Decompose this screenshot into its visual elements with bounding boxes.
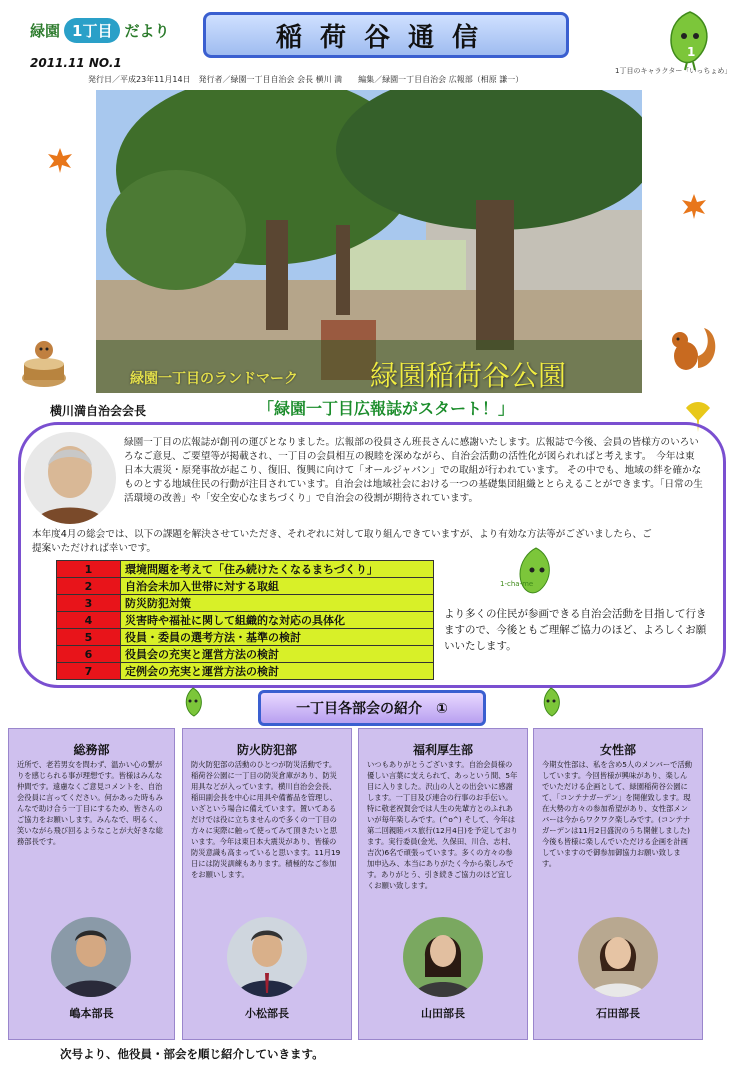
task-text: 防災防犯対策 bbox=[121, 595, 434, 612]
newsletter-logo bbox=[30, 12, 190, 48]
dept-body: 今期女性部は、私を含め5人のメンバーで活動しています。今回皆様が興味があり、楽しんでいただける企画として、緑園稲荷谷公園にて、「コンテナガーデン」を開催致します。現在大勢の方々の参加希望があり、女性部メンバーは今からワクワク楽しみです。(コンテナガーデンは11月2日盛況のうち開催しました) 今後も皆様に楽しんでいただける企画を計画していますので御参加御協力お願い致します。 bbox=[542, 760, 693, 868]
task-number: 4 bbox=[57, 612, 121, 629]
dept-title: 女性部 bbox=[599, 743, 636, 757]
logo-text-pre: 緑園 bbox=[30, 21, 61, 40]
maple-leaf-icon bbox=[46, 146, 74, 174]
svg-text:1: 1 bbox=[687, 45, 696, 59]
dept-body: 防火防犯部の活動のひとつが防災活動です。稲荷谷公園に一丁目の防災倉庫があり、防災用具などが入っています。横川自治会会長、稲田副会長を中心に用具や備蓄品を管理し、いざという場合に備えています。置いてあるだけでは役に立ちませんので多くの一丁目の方々に実際に触って使ってみて頂きたいと思います。今年は東日本大震災があり、皆様の防災意識も高まっていると思います。11月19日には防災訓練もあります。積極的なご参加をお願いします。 bbox=[191, 760, 341, 879]
publication-info: 発行日／平成23年11月14日 発行者／緑園一丁目自治会 会長 横川 満 編集／緑園一丁目自治会 広報部（相原 謙一） bbox=[88, 75, 524, 84]
task-text: 環境問題を考えて「住み続けたくなるまちづくり」 bbox=[121, 561, 434, 578]
mascot-label: 1-cha-me bbox=[500, 580, 534, 588]
closing-text: より多くの住民が参画できる自治会活動を目指して行きますので、今後ともご理解ご協力のほど、よろしくお願いいたします。 bbox=[444, 608, 707, 652]
task-number: 1 bbox=[57, 561, 121, 578]
dept-card-womens bbox=[533, 728, 703, 1040]
dept-head-name: 小松部長 bbox=[245, 1007, 289, 1020]
dept-title: 福利厚生部 bbox=[412, 743, 473, 757]
mascot-caption: 1丁目のキャラクター「いっちょめ」 bbox=[615, 67, 732, 75]
dept-head-photo bbox=[51, 917, 131, 997]
dept-card-fire-crime-prevention bbox=[182, 728, 352, 1040]
dept-body: いつもありがとうございます。自治会員様の優しい言葉に支えられて、あっという間、5年目に入りました。沢山の人との出会いに感謝します。一丁目及び連合の行事のお手伝い。特に敬老祝賀会では人生の先輩方とのふれあいが毎年楽しみです。(^o^) そして、今年は第二回親睦バス旅行(12月4日)を予定しております。実行委員(金光、久保田、川合、志村、吉次)6名で頑張っています。多くの方々の参加申込み、本当にありがたく今から楽しみです。ありがとう、引き続きご協力のほど宜しくお願い致します。 bbox=[367, 760, 518, 890]
squirrel-icon bbox=[660, 318, 720, 378]
chairman-label: 横川満自治会会長 bbox=[50, 404, 147, 418]
dept-head-photo bbox=[227, 917, 307, 997]
task-number: 3 bbox=[57, 595, 121, 612]
stump-animal-icon bbox=[14, 334, 78, 390]
message-body-2: 本年度4月の総会では、以下の課題を解決させていただき、それぞれに対して取り組んできていますが、より有効な方法等がございましたら、ご提案いただければ幸いです。 bbox=[32, 529, 652, 554]
chairman-portrait bbox=[24, 432, 116, 524]
dept-card-welfare bbox=[358, 728, 528, 1040]
dept-head-photo bbox=[403, 917, 483, 997]
headline: 「緑園一丁目広報誌がスタート！」 bbox=[258, 399, 515, 418]
photo-caption-landmark: 緑園一丁目のランドマーク bbox=[130, 371, 298, 387]
task-number: 7 bbox=[57, 663, 121, 680]
departments-section-title: 一丁目各部会の紹介 ① bbox=[258, 690, 486, 726]
task-number: 2 bbox=[57, 578, 121, 595]
task-row bbox=[57, 646, 434, 663]
dept-head-name: 石田部長 bbox=[596, 1007, 640, 1020]
park-photo bbox=[96, 90, 642, 393]
issue-number: 2011.11 NO.1 bbox=[30, 56, 122, 70]
dept-title: 総務部 bbox=[73, 743, 110, 757]
task-number: 5 bbox=[57, 629, 121, 646]
task-text: 役員・委員の選考方法・基準の検討 bbox=[121, 629, 434, 646]
leaf-mascot-icon bbox=[180, 686, 206, 722]
maple-leaf-icon bbox=[680, 192, 708, 220]
task-text: 災害時や福祉に関して組織的な対応の具体化 bbox=[121, 612, 434, 629]
masthead-title: 稲荷谷通信 bbox=[275, 22, 496, 53]
dept-card-general-affairs bbox=[8, 728, 175, 1040]
task-row bbox=[57, 595, 434, 612]
task-text: 役員会の充実と運営方法の検討 bbox=[121, 646, 434, 663]
dept-head-name: 嶋本部長 bbox=[69, 1007, 114, 1020]
logo-text-post: だより bbox=[124, 21, 170, 40]
dept-body: 近所で、老若男女を問わず、温かい心の繋がりを感じられる事が理想です。皆様はみんな仲間です。遠慮なくご意見コメントを、自治会役員に言ってください。何かあった時もみんなで助け合う一丁目にするため、皆さんのご協力をお願いします。みんなで、明るく、笑いながら飛び回るようなことが大好きな総務部長です。 bbox=[17, 760, 163, 846]
footer-note: 次号より、他役員・部会を順じ紹介していきます。 bbox=[60, 1047, 324, 1061]
task-row bbox=[57, 578, 434, 595]
leaf-mascot-icon bbox=[538, 686, 564, 722]
dept-title: 防火防犯部 bbox=[236, 743, 297, 757]
photo-caption-park: 緑園稲荷谷公園 bbox=[370, 359, 567, 392]
task-number: 6 bbox=[57, 646, 121, 663]
message-body-1: 緑園一丁目の広報誌が創刊の運びとなりました。広報部の役員さん班長さんに感謝いたします。広報誌で今後、会員の皆様方のいろいろなご意見、ご要望等が掲載され、一丁目の会員相互の親睦を深めながら、自治会活動の活性化が図られればと考えます。 今年は東日本大震災・原発事故が起こり、復旧、復興に向けて「オールジャパン」での取組が行われています。 その中でも、地域の絆を確かなものとする地域住民の行動が注目されています。自治会は地域社会における一つの基礎集団組織ととらえることができます。「日常の生活環境の改善」や「安全安心なまちづくり」で自治会の役割が期待されています。 bbox=[124, 437, 703, 504]
task-row bbox=[57, 561, 434, 578]
dept-head-name: 山田部長 bbox=[421, 1007, 465, 1020]
task-text: 定例会の充実と運営方法の検討 bbox=[121, 663, 434, 680]
dept-head-photo bbox=[578, 917, 658, 997]
masthead bbox=[203, 12, 569, 58]
task-row bbox=[57, 612, 434, 629]
task-text: 自治会未加入世帯に対する取組 bbox=[121, 578, 434, 595]
leaf-mascot-icon bbox=[498, 546, 558, 602]
tasks-table bbox=[56, 560, 434, 680]
task-row bbox=[57, 663, 434, 680]
leaf-mascot-icon bbox=[665, 10, 715, 72]
task-row bbox=[57, 629, 434, 646]
logo-badge: 1丁目 bbox=[64, 18, 120, 43]
